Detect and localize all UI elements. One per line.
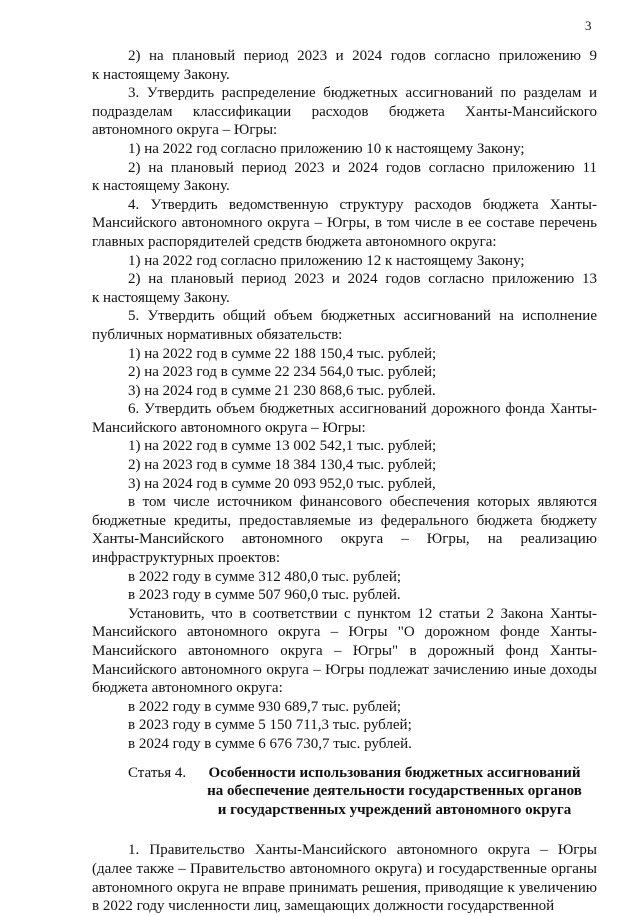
text-line: 2) на плановый период 2023 и 2024 годов согласно приложению 9 (128, 48, 597, 64)
text-line: Мансийского автономного округа – Югры, в том числе в ее составе перечень (92, 215, 597, 232)
text-line: 2) на 2023 год в сумме 18 384 130,4 тыс. рублей; (128, 457, 437, 474)
text-line: 1) на 2022 год в сумме 13 002 542,1 тыс. рублей; (128, 438, 437, 455)
text-line: Мансийского автономного округа – Югры" в дорожный фонд Ханты- (92, 643, 597, 659)
article-title-line: Особенности использования бюджетных ассигнований (208, 764, 581, 781)
text-line: 2) на плановый период 2023 и 2024 годов согласно приложению 13 (128, 271, 597, 288)
text-line: 1) на 2022 год согласно приложению 10 к настоящему Закону; (128, 140, 525, 157)
text-line: бюджета автономного округа: (92, 680, 283, 697)
text-line: Мансийского автономного округа – Югры "О дорожном фонде Ханты- (92, 624, 597, 641)
article-title-line: на обеспечение деятельности государственных органов (207, 783, 582, 800)
text-line: в 2023 году в сумме 5 150 711,3 тыс. рублей; (128, 717, 412, 734)
text-line: к настоящему Закону. (92, 178, 230, 195)
article-heading (92, 764, 597, 820)
text-line: 3) на 2024 год в сумме 21 230 868,6 тыс. рублей. (128, 382, 436, 399)
document-body (92, 47, 597, 916)
text-line: инфраструктурных проектов: (92, 550, 280, 567)
text-line: 1. Правительство Ханты-Мансийского автономного округа – Югры (128, 842, 597, 859)
text-line: к настоящему Закону. (92, 66, 230, 83)
text-line: 1) на 2022 год согласно приложению 12 к настоящему Закону; (128, 252, 525, 269)
text-line: 3. Утвердить распределение бюджетных ассигнований по разделам и (128, 85, 597, 102)
text-line: автономного округа не вправе принимать решения, приводящие к увеличению (92, 879, 597, 896)
text-line: 2) на плановый период 2023 и 2024 годов согласно приложению 11 (128, 159, 597, 176)
article-label: Статья 4. (128, 764, 187, 781)
text-line: бюджетные кредиты, предоставляемые из федерального бюджета бюджету (92, 512, 597, 529)
text-line: в 2022 году в сумме 312 480,0 тыс. рублей; (128, 568, 402, 585)
paragraphs-top (92, 47, 597, 754)
text-line: Мансийского автономного округа – Югры подлежат зачислению иные доходы (92, 661, 597, 678)
text-line: автономного округа – Югры: (92, 122, 278, 139)
text-line: в том числе источником финансового обеспечения которых являются (128, 494, 597, 511)
text-line: (далее также – Правительство автономного округа) и государственные органы (92, 860, 597, 877)
text-line: 6. Утвердить объем бюджетных ассигнований дорожного фонда Ханты- (128, 401, 597, 418)
text-line: в 2023 году в сумме 507 960,0 тыс. рублей. (128, 587, 401, 604)
text-line: Мансийского автономного округа – Югры: (92, 419, 366, 436)
text-line: в 2024 году в сумме 6 676 730,7 тыс. рублей. (128, 735, 412, 752)
text-line: публичных нормативных обязательств: (92, 326, 343, 343)
text-line: к настоящему Закону. (92, 289, 230, 306)
text-line: 5. Утвердить общий объем бюджетных ассигнований на исполнение (128, 308, 597, 325)
text-line: 3) на 2024 год в сумме 20 093 952,0 тыс. рублей, (128, 475, 436, 492)
text-line: Ханты-Мансийского автономного округа – Югры, на реализацию (92, 531, 597, 548)
text-line: 1) на 2022 год в сумме 22 188 150,4 тыс. рублей; (128, 345, 437, 362)
text-line: подразделам классификации расходов бюджета Ханты-Мансийского (92, 103, 597, 120)
text-line: в 2022 году численности лиц, замещающих должности государственной (92, 898, 555, 915)
text-line: Установить, что в соответствии с пунктом 12 статьи 2 Закона Ханты- (128, 605, 597, 622)
page-number: 3 (585, 18, 592, 33)
article-title (202, 764, 597, 820)
text-line: 2) на 2023 год в сумме 22 234 564,0 тыс. рублей; (128, 364, 437, 381)
text-line: главных распорядителей средств бюджета автономного округа: (92, 233, 497, 250)
text-line: 4. Утвердить ведомственную структуру расходов бюджета Ханты- (128, 196, 597, 213)
article-title-line: и государственных учреждений автономного округа (217, 801, 572, 818)
text-line: в 2022 году в сумме 930 689,7 тыс. рублей; (128, 698, 402, 715)
